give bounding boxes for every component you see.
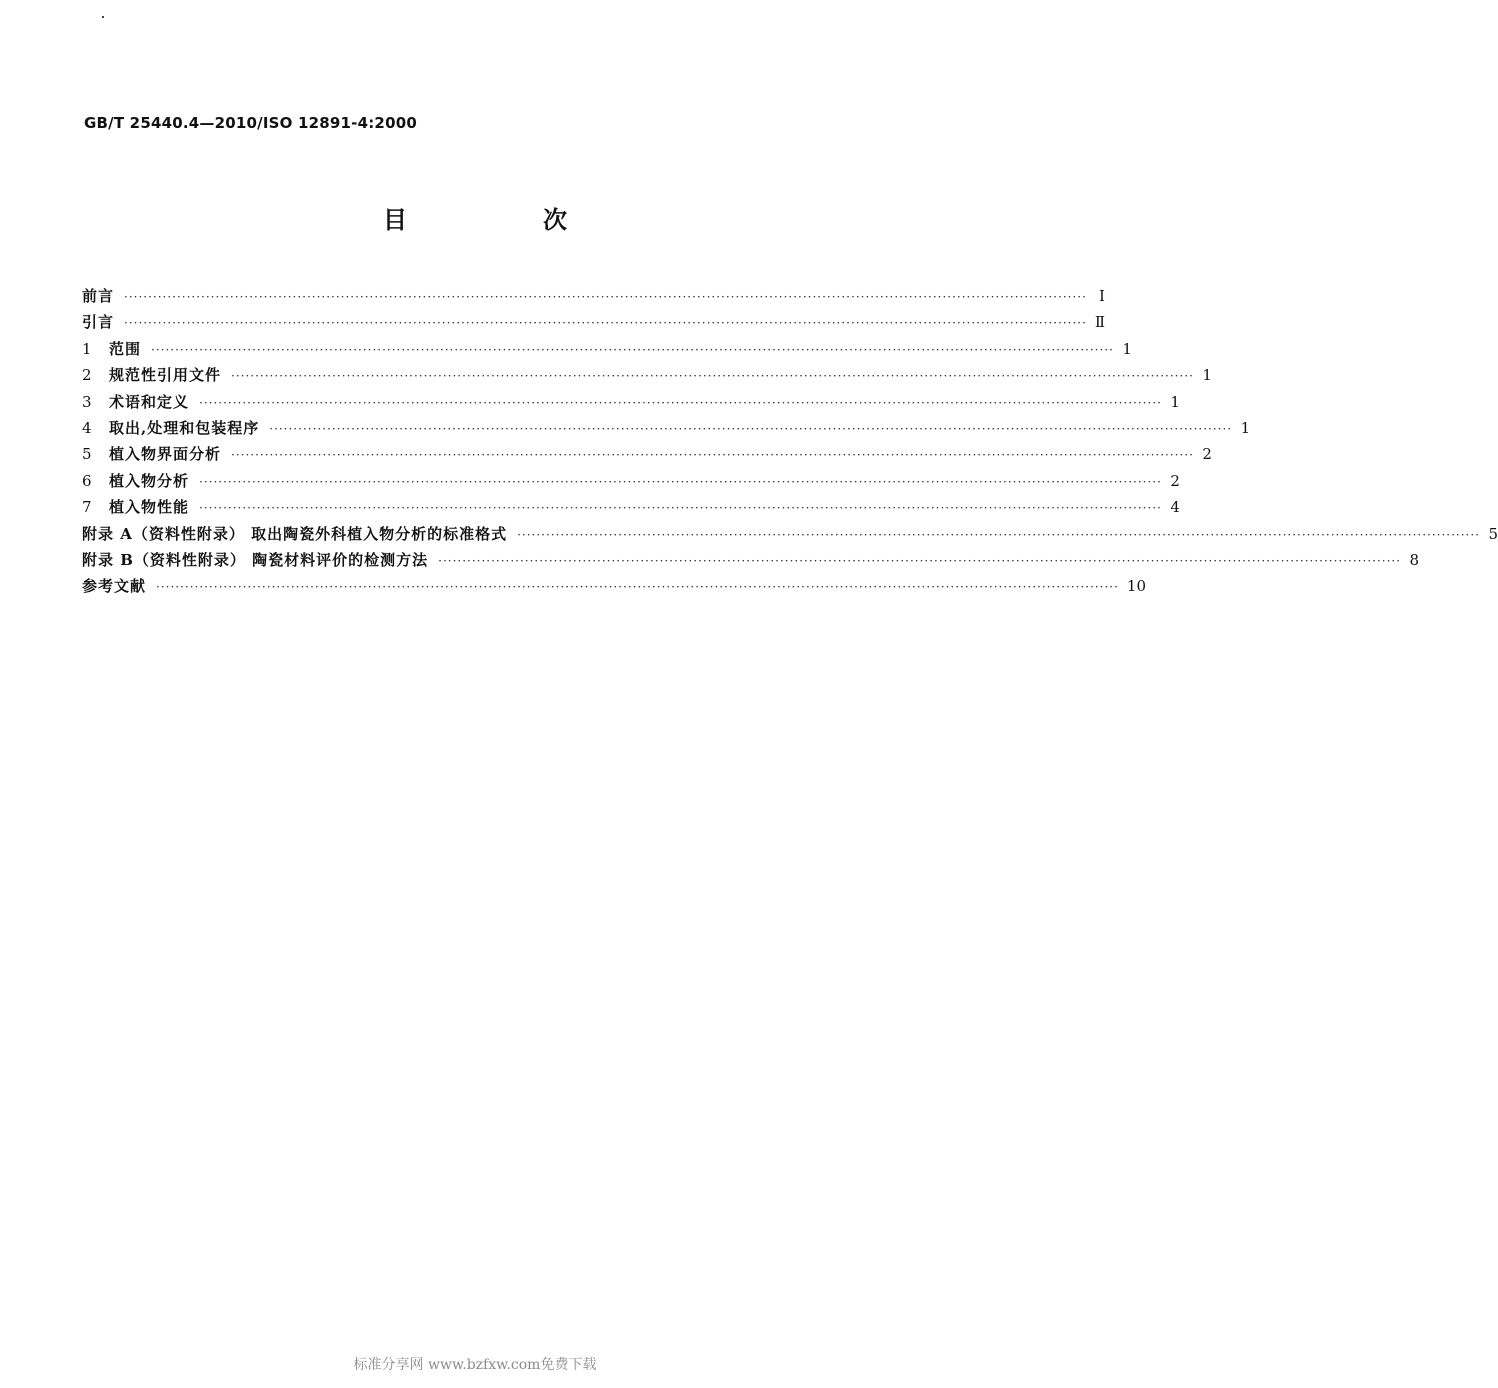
toc-entry-page-number: 10 (1126, 577, 1146, 596)
toc-entry-number: 6 (82, 471, 92, 490)
toc-entry-number: 1 (82, 339, 92, 358)
toc-dot-leader: ········································································································································································································ (124, 316, 1087, 331)
toc-entry[interactable] (82, 573, 1146, 599)
toc-entry-page-number: 1 (1202, 366, 1212, 385)
toc-entry-label: 规范性引用文件 (109, 366, 222, 385)
toc-dot-leader: ········································································································································································································ (438, 553, 1402, 568)
toc-entry-number: 5 (82, 445, 92, 464)
toc-dot-leader: ········································································································································································································ (156, 580, 1119, 595)
toc-entry[interactable] (82, 336, 1132, 362)
toc-entry-page-number: 1 (1122, 339, 1132, 358)
toc-entry[interactable] (82, 283, 1105, 309)
toc-dot-leader: ········································································································································································································ (151, 342, 1114, 357)
toc-entry-label: 取出,处理和包装程序 (109, 418, 260, 437)
toc-entry-page-number: 8 (1409, 550, 1420, 569)
toc-entry-page-number: Ⅱ (1094, 313, 1106, 332)
toc-entry-page-number: 2 (1202, 445, 1212, 464)
toc-entry-number: 4 (82, 418, 92, 437)
toc-entry-label: 植入物性能 (109, 498, 190, 517)
toc-entry-label: 附录 A（资料性附录） 取出陶瓷外科植入物分析的标准格式 (82, 524, 508, 543)
toc-entry-label: 范围 (109, 339, 142, 358)
toc-entry[interactable] (82, 441, 1212, 467)
toc-entry[interactable] (82, 547, 1420, 573)
toc-dot-leader: ········································································································································································································ (199, 474, 1162, 489)
table-of-contents (82, 283, 1498, 600)
toc-entry-page-number: 2 (1170, 471, 1180, 490)
toc-entry-label: 术语和定义 (109, 392, 190, 411)
toc-dot-leader: ········································································································································································································ (231, 448, 1194, 463)
toc-dot-leader: ········································································································································································································ (199, 501, 1162, 516)
toc-entry[interactable] (82, 415, 1251, 441)
toc-dot-leader: ········································································································································································································ (517, 527, 1480, 542)
toc-entry-number: 7 (82, 498, 92, 517)
scan-speck (102, 16, 104, 18)
toc-dot-leader: ········································································································································································································ (231, 369, 1194, 384)
toc-entry-label: 参考文献 (82, 577, 147, 596)
toc-entry[interactable] (82, 309, 1106, 335)
toc-dot-leader: ········································································································································································································ (124, 290, 1087, 304)
toc-entry-label: 前言 (82, 287, 115, 305)
toc-entry-page-number: 4 (1170, 498, 1180, 517)
toc-entry[interactable] (82, 468, 1180, 494)
toc-entry[interactable] (82, 362, 1212, 388)
toc-entry-page-number: 1 (1240, 418, 1251, 437)
toc-entry-page-number: Ⅰ (1098, 287, 1105, 305)
toc-entry-label: 引言 (82, 313, 115, 332)
toc-entry-number: 3 (82, 392, 92, 411)
toc-entry-label: 植入物分析 (109, 471, 190, 490)
toc-entry[interactable] (82, 494, 1180, 520)
toc-title: 目 次 (383, 206, 623, 234)
toc-entry[interactable] (82, 521, 1498, 547)
toc-entry-label: 附录 B（资料性附录） 陶瓷材料评价的检测方法 (82, 550, 429, 569)
toc-entry-number: 2 (82, 366, 92, 385)
toc-dot-leader: ········································································································································································································ (199, 395, 1162, 410)
footer-watermark: 标准分享网 www.bzfxw.com免费下载 (353, 1357, 597, 1373)
toc-entry-page-number: 5 (1488, 524, 1498, 543)
toc-entry-page-number: 1 (1170, 392, 1180, 411)
toc-entry[interactable] (82, 389, 1180, 415)
toc-dot-leader: ········································································································································································································ (269, 421, 1233, 436)
toc-entry-label: 植入物界面分析 (109, 445, 222, 464)
standard-number-header: GB/T 25440.4—2010/ISO 12891-4:2000 (84, 114, 417, 132)
